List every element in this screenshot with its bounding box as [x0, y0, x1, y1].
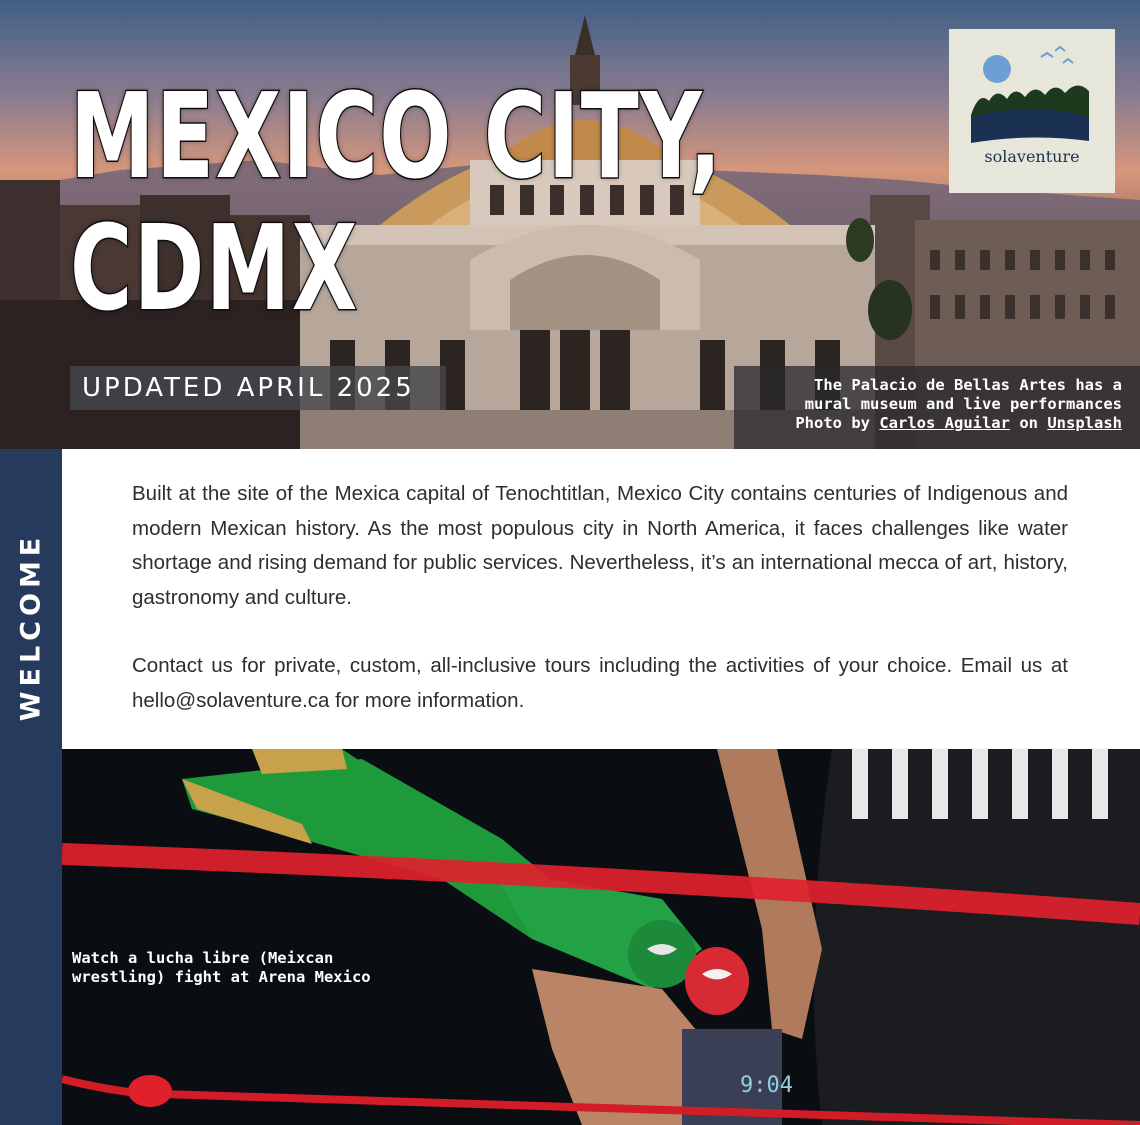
arena-clock: 9:04 — [740, 1073, 793, 1098]
hero-banner — [0, 0, 1140, 449]
title-line-city: MEXICO CITY, — [70, 67, 723, 205]
photographer-link[interactable]: Carlos Aguilar — [879, 414, 1010, 432]
solaventure-logo — [949, 29, 1115, 193]
intro-paragraph: Built at the site of the Mexica capital of Tenochtitlan, Mexico City contains centuries of Indigenous and modern Mexican history. As the most populous city in North America, it faces challenges like water shortage and rising demand for public services. Nevertheless, it’s an international mecca of art, history, gastronomy and culture. — [132, 482, 1068, 609]
logo-wordmark: solaventure — [984, 147, 1080, 166]
photo-caption — [734, 366, 1140, 449]
lucha-libre-photo — [62, 749, 1140, 1125]
welcome-label: WELCOME — [15, 532, 47, 722]
updated-date-badge: UPDATED APRIL 2025 — [70, 366, 446, 410]
caption-line: mural museum and live performances — [804, 395, 1122, 413]
credit-middle: on — [1019, 414, 1038, 432]
intro-text — [132, 477, 1068, 752]
lucha-caption-line: Watch a lucha libre (Meixcan — [72, 949, 334, 967]
credit-prefix: Photo by — [795, 414, 870, 432]
unsplash-link[interactable]: Unsplash — [1047, 414, 1122, 432]
logo-landscape-icon — [949, 29, 1115, 193]
lucha-caption-line: wrestling) fight at Arena Mexico — [72, 968, 371, 986]
page-title — [70, 67, 723, 337]
photo-credit — [734, 414, 1122, 433]
title-line-cdmx: CDMX — [70, 199, 359, 337]
contact-paragraph: Contact us for private, custom, all-inclusive tours including the activities of your choice. Email us at hello@solaventure.ca for more information. — [132, 654, 1068, 712]
caption-line: The Palacio de Bellas Artes has a — [814, 376, 1122, 394]
wrestling-scene — [62, 749, 1140, 1125]
lucha-caption — [72, 949, 371, 987]
